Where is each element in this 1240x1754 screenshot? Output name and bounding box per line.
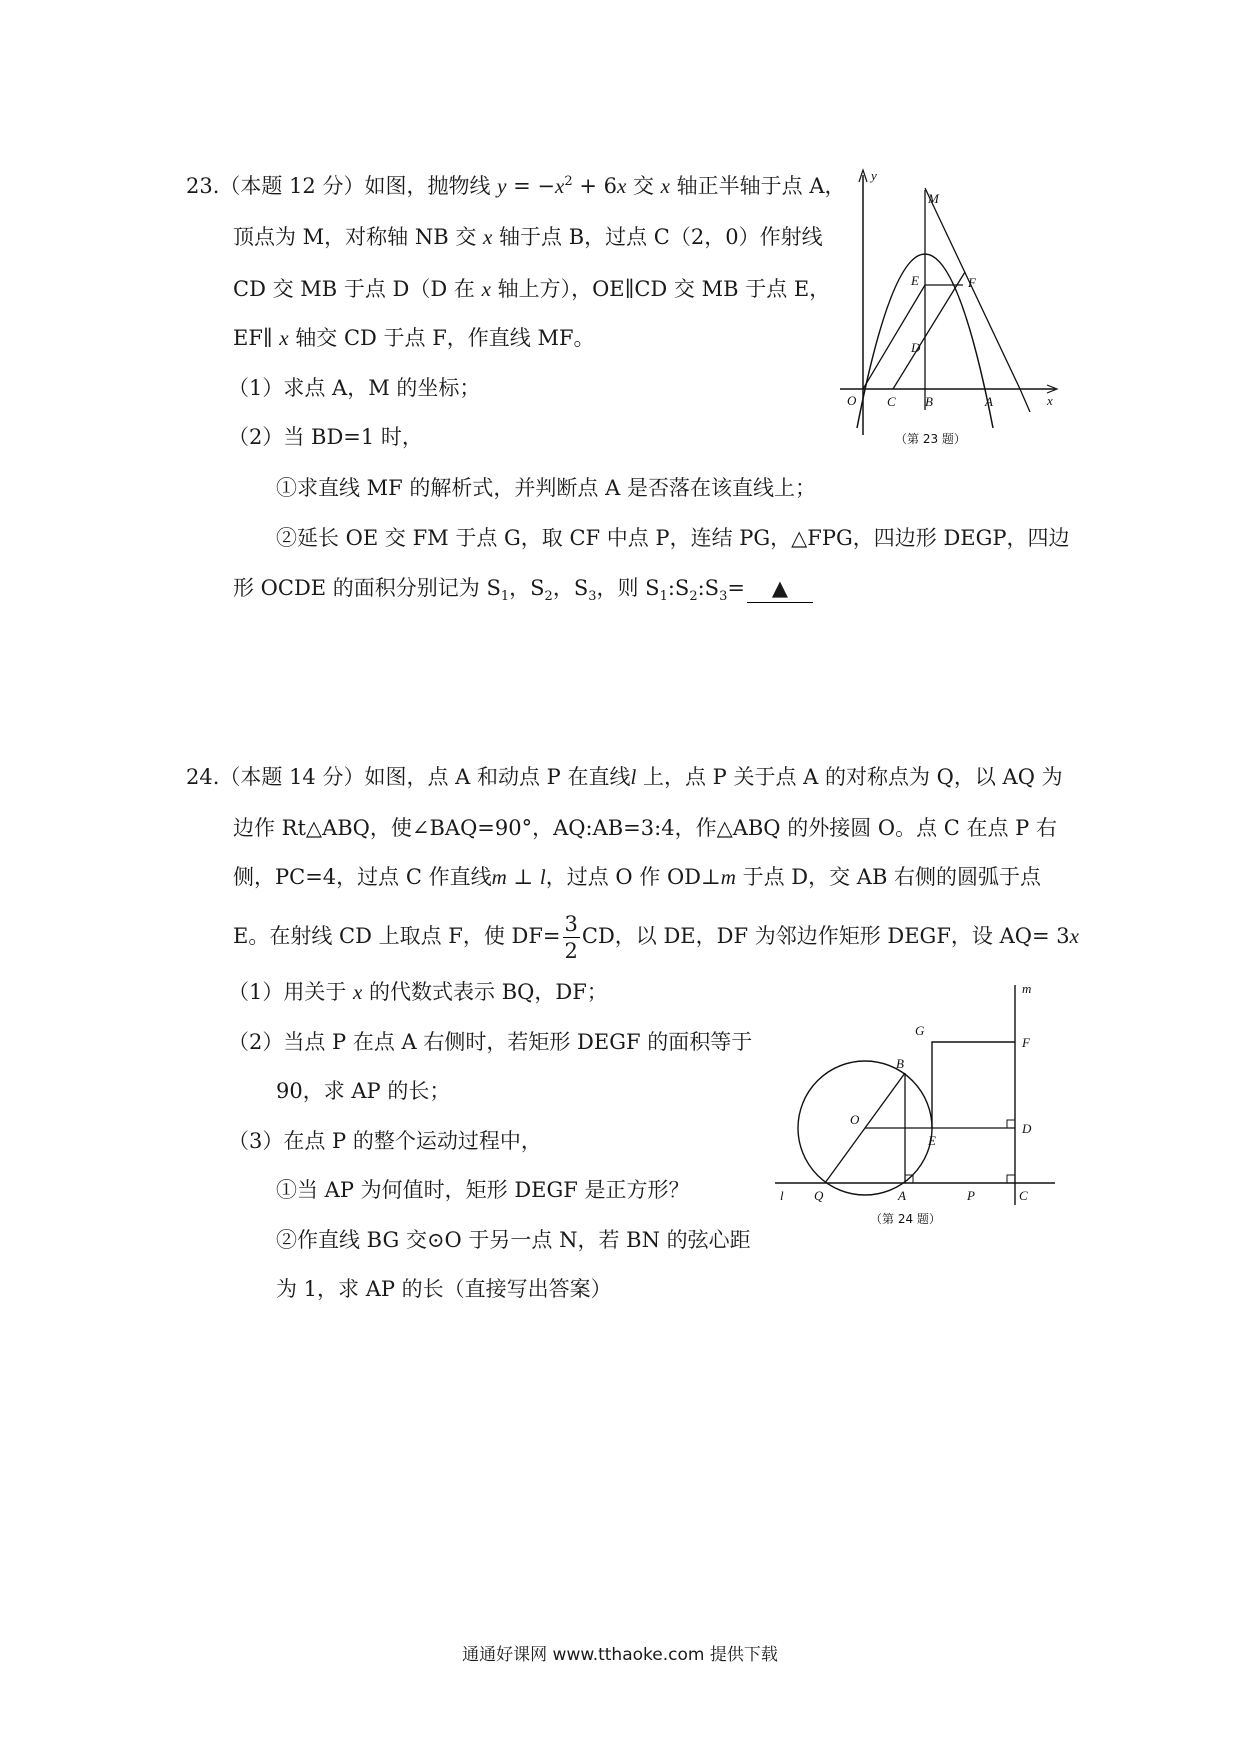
q23-line-4: EF∥ x 轴交 CD 于点 F，作直线 MF。 bbox=[233, 326, 595, 350]
q24-part-2a: （2）当点 P 在点 A 右侧时，若矩形 DEGF 的面积等于 bbox=[228, 1030, 753, 1054]
label-B: B bbox=[896, 1056, 904, 1071]
label-E: E bbox=[928, 1133, 936, 1148]
label-A: A bbox=[985, 394, 993, 409]
q23-line-1: 23.（本题 12 分）如图，抛物线 $y = -x^2 + 6x$ 交 x 轴正半轴于点 A， bbox=[186, 174, 846, 198]
label-C: C bbox=[887, 394, 896, 409]
q23-part-1: （1）求点 A，M 的坐标； bbox=[228, 376, 481, 400]
label-O: O bbox=[850, 1112, 860, 1127]
label-O: O bbox=[847, 393, 857, 408]
label-Q: Q bbox=[814, 1188, 824, 1203]
q24-line-3: 侧，PC=4，过点 C 作直线m ⊥ l，过点 O 作 OD⊥m 于点 D，交 AB 右侧的圆弧于点 bbox=[233, 865, 1042, 889]
label-P: P bbox=[967, 1188, 975, 1203]
answer-blank: ▲ bbox=[747, 574, 813, 603]
label-y: y bbox=[871, 168, 877, 183]
label-x: x bbox=[1047, 393, 1053, 408]
q24-part-3b: ②作直线 BG 交⊙O 于另一点 N，若 BN 的弦心距 bbox=[276, 1228, 751, 1252]
label-D: D bbox=[1022, 1121, 1032, 1136]
q24-part-2b: 90，求 AP 的长； bbox=[276, 1079, 451, 1103]
fraction-3-2: $\frac{3}{2}$ bbox=[564, 912, 578, 963]
label-B: B bbox=[925, 394, 933, 409]
q23-part-2b: ②延长 OE 交 FM 于点 G，取 CF 中点 P，连结 PG，△FPG，四边形 DEGP，四边 bbox=[276, 526, 1070, 550]
label-G: G bbox=[915, 1023, 925, 1038]
footer-source: 通通好课网 www.tthaoke.com 提供下载 bbox=[462, 1645, 778, 1665]
q24-part-3a: ①当 AP 为何值时，矩形 DEGF 是正方形？ bbox=[276, 1178, 690, 1202]
q24-part-1: （1）用关于 x 的代数式表示 BQ，DF； bbox=[228, 980, 608, 1004]
q23-part-2: （2）当 BD=1 时， bbox=[228, 425, 423, 449]
q24-line-1: 24.（本题 14 分）如图，点 A 和动点 P 在直线l 上，点 P 关于点 A 的对称点为 Q，以 AQ 为 bbox=[186, 765, 1063, 789]
caption-24: （第 24 题） bbox=[870, 1212, 941, 1226]
label-m: m bbox=[1022, 981, 1032, 996]
label-A: A bbox=[898, 1188, 906, 1203]
q24-part-3: （3）在点 P 的整个运动过程中， bbox=[228, 1129, 542, 1153]
label-M: M bbox=[928, 191, 939, 206]
caption-23: （第 23 题） bbox=[895, 432, 966, 446]
q23-part-2c: 形 OCDE 的面积分别记为 $S_1$，$S_2$，$S_3$，则 $S_1:S_2:S_3=$ ▲ bbox=[233, 574, 813, 611]
q23-line-3: CD 交 MB 于点 D（D 在 x 轴上方），OE∥CD 交 MB 于点 E， bbox=[233, 277, 831, 301]
label-E: E bbox=[911, 273, 919, 288]
q23-line-2: 顶点为 M，对称轴 NB 交 x 轴于点 B，过点 C（2，0）作射线 bbox=[233, 225, 823, 249]
q24-line-2: 边作 Rt△ABQ，使∠BAQ=90°，AQ:AB=3:4，作△ABQ 的外接圆 O。点 C 在点 P 右 bbox=[233, 816, 1057, 840]
q24-line-4: E。在射线 CD 上取点 F，使 DF= $\frac{3}{2}$ CD，以 DE，DF 为邻边作矩形 DEGF，设 AQ= 3x bbox=[233, 912, 1079, 963]
label-C: C bbox=[1019, 1188, 1028, 1203]
label-D: D bbox=[911, 340, 921, 355]
figure-24 bbox=[770, 975, 1060, 1235]
label-l: l bbox=[780, 1188, 784, 1203]
label-F: F bbox=[968, 275, 976, 290]
q24-part-3c: 为 1，求 AP 的长（直接写出答案） bbox=[276, 1277, 612, 1301]
label-F: F bbox=[1022, 1035, 1030, 1050]
q23-part-2a: ①求直线 MF 的解析式，并判断点 A 是否落在该直线上； bbox=[276, 476, 816, 500]
figure-23 bbox=[835, 160, 1065, 460]
